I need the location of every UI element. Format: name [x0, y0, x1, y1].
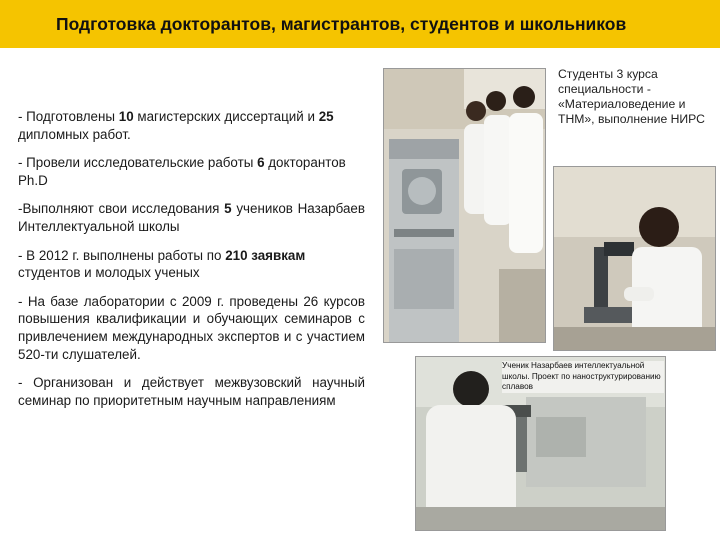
header-bar — [0, 0, 720, 48]
list-item: - Провели исследовательские работы 6 докторантов Ph.D — [18, 155, 346, 188]
list-item: -Выполняют свои исследования 5 учеников Назарбаев Интеллектуальной школы — [18, 201, 365, 234]
photo-students-lab — [383, 68, 546, 343]
list-item: - В 2012 г. выполнены работы по 210 заявкам студентов и молодых ученых — [18, 247, 306, 281]
caption-school-student: Ученик Назарбаев интеллектуальной школы. Проект по наноструктурированию сплавов — [502, 361, 664, 393]
slide-title: Подготовка докторантов, магистрантов, студентов и школьников — [46, 0, 720, 48]
caption-students: Студенты 3 курса специальности - «Материаловедение и ТНМ», выполнение НИРС — [558, 67, 705, 126]
list-item: - Подготовлены 10 магистерских диссертаций и 25 дипломных работ. — [18, 109, 334, 142]
list-item: - На базе лаборатории с 2009 г. проведены 26 курсов повышения квалификации и обучающих семинаров с привлечением международных экспертов и с участием 520-ти слушателей. — [18, 293, 365, 362]
photo-microscope — [553, 166, 716, 351]
achievements-list — [18, 108, 365, 420]
header-accent — [0, 0, 46, 48]
list-item: - Организован и действует межвузовский научный семинар по приоритетным научным направлениям — [18, 375, 365, 408]
